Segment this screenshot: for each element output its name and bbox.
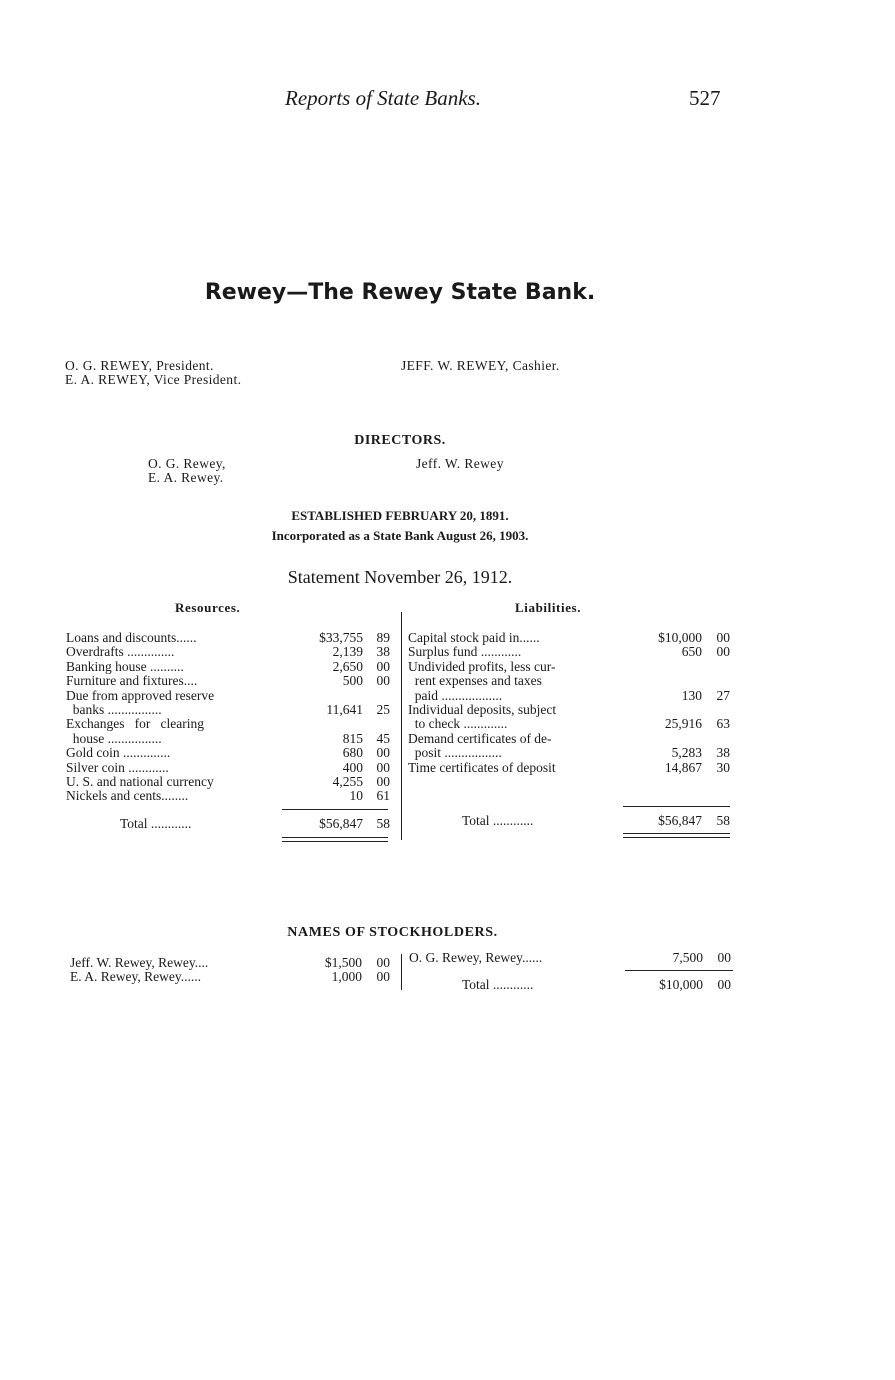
row-label: paid .................. [408, 687, 503, 703]
row-label: Demand certificates of de- [408, 730, 552, 746]
column-divider [401, 954, 402, 990]
row-cents: 38 [376, 644, 390, 660]
total-rule [625, 970, 733, 971]
total-label: Total ............ [462, 813, 534, 828]
row-label: Loans and discounts...... [66, 630, 197, 645]
table-row [66, 717, 396, 731]
row-dollars: 11,641 [326, 701, 363, 717]
director-name: Jeff. W. Rewey [416, 456, 504, 471]
row-cents: 27 [716, 687, 730, 703]
row-dollars: 2,139 [332, 644, 363, 660]
bank-title: Rewey—The Rewey State Bank. [204, 280, 596, 305]
resources-total-row [120, 817, 400, 831]
stockholder-dollars: 7,500 [672, 950, 703, 965]
table-row [408, 732, 738, 746]
established-date: ESTABLISHED FEBRUARY 20, 1891. [291, 508, 509, 523]
stockholders-heading: NAMES OF STOCKHOLDERS. [287, 925, 498, 940]
row-label: Gold coin .............. [66, 745, 171, 761]
running-title: Reports of State Banks. [285, 86, 481, 110]
table-row [408, 674, 738, 688]
table-row [408, 631, 738, 645]
director-name: E. A. Rewey. [148, 470, 224, 485]
officer-vice-president: E. A. REWEY, Vice President. [65, 372, 242, 387]
stockholder-name: Jeff. W. Rewey, Rewey.... [70, 955, 209, 970]
row-label: to check ............. [408, 716, 508, 732]
row-cents: 00 [376, 773, 390, 789]
row-label: Surplus fund ............ [408, 644, 522, 660]
total-dollars: $56,847 [319, 816, 363, 831]
total-cents: 58 [376, 816, 390, 831]
officer-cashier: JEFF. W. REWEY, Cashier. [401, 358, 560, 373]
row-dollars: 680 [342, 745, 363, 761]
row-dollars: 130 [681, 687, 702, 703]
table-row [408, 645, 738, 659]
row-label: posit ................. [408, 745, 502, 761]
table-row [66, 761, 396, 775]
row-dollars: 4,255 [332, 773, 363, 789]
row-label: banks ................ [66, 701, 162, 717]
row-cents: 25 [376, 701, 390, 717]
row-dollars: 10 [349, 788, 363, 804]
table-row [66, 631, 396, 645]
total-cents: 00 [717, 977, 731, 992]
total-double-rule [282, 837, 388, 838]
row-cents: 00 [716, 644, 730, 660]
total-double-rule [623, 837, 730, 838]
row-dollars: $10,000 [658, 630, 702, 645]
row-label: Exchanges for clearing [66, 716, 204, 732]
total-cents: 58 [716, 813, 730, 828]
row-cents: 45 [376, 730, 390, 746]
row-label: rent expenses and taxes [408, 673, 542, 689]
liabilities-total-row [462, 814, 742, 828]
total-dollars: $56,847 [658, 813, 702, 828]
stockholder-cents: 00 [376, 969, 390, 984]
table-row [408, 689, 738, 703]
row-dollars: $33,755 [319, 630, 363, 645]
row-dollars: 25,916 [664, 716, 702, 732]
stockholders-total-row [462, 978, 742, 992]
statement-title: Statement November 26, 1912. [287, 567, 513, 587]
table-row [66, 703, 396, 717]
total-double-rule [623, 833, 730, 834]
row-cents: 00 [376, 745, 390, 761]
row-label: house ................ [66, 730, 162, 746]
row-dollars: 2,650 [332, 658, 363, 674]
liabilities-heading: Liabilities. [515, 600, 582, 615]
row-cents: 61 [376, 788, 390, 804]
row-dollars: 5,283 [671, 745, 702, 761]
row-label: Furniture and fixtures.... [66, 673, 198, 689]
table-row [408, 660, 738, 674]
total-dollars: $10,000 [659, 977, 703, 992]
stockholder-row [70, 970, 400, 984]
stockholder-dollars: $1,500 [324, 955, 362, 970]
row-label: Time certificates of deposit [408, 759, 556, 775]
table-row [66, 674, 396, 688]
page-number: 527 [689, 86, 721, 110]
incorporated-date: Incorporated as a State Bank August 26, 1903. [271, 528, 529, 543]
total-double-rule [282, 841, 388, 842]
row-label: Undivided profits, less cur- [408, 658, 556, 674]
total-rule [282, 809, 388, 810]
stockholder-name: O. G. Rewey, Rewey...... [409, 950, 543, 965]
table-row [66, 689, 396, 703]
row-label: Due from approved reserve [66, 687, 215, 703]
total-label: Total ............ [462, 977, 534, 992]
row-cents: 30 [716, 759, 730, 775]
row-dollars: 815 [342, 730, 363, 746]
resources-heading: Resources. [175, 600, 241, 615]
table-row [66, 746, 396, 760]
row-label: Nickels and cents........ [66, 788, 189, 804]
stockholder-dollars: 1,000 [331, 969, 362, 984]
stockholder-cents: 00 [376, 955, 390, 970]
row-dollars: 400 [342, 759, 363, 775]
table-row [66, 660, 396, 674]
row-cents: 89 [376, 630, 390, 645]
column-divider [401, 612, 402, 840]
stockholder-cents: 00 [717, 950, 731, 965]
total-label: Total ............ [120, 816, 192, 831]
row-cents: 63 [716, 716, 730, 732]
directors-heading: DIRECTORS. [354, 433, 446, 448]
row-dollars: 650 [681, 644, 702, 660]
stockholder-name: E. A. Rewey, Rewey...... [70, 969, 201, 984]
table-row [66, 732, 396, 746]
officer-president: O. G. REWEY, President. [65, 358, 214, 373]
total-rule [623, 806, 730, 807]
row-label: Capital stock paid in...... [408, 630, 540, 645]
resources-table [66, 631, 396, 804]
table-row [408, 746, 738, 760]
row-cents: 00 [376, 759, 390, 775]
row-label: U. S. and national currency [66, 773, 214, 789]
table-row [66, 775, 396, 789]
table-row [408, 761, 738, 775]
row-cents: 00 [716, 630, 730, 645]
row-cents: 38 [716, 745, 730, 761]
table-row [66, 789, 396, 803]
table-row [408, 703, 738, 717]
row-label: Silver coin ............ [66, 759, 169, 775]
row-dollars: 14,867 [664, 759, 702, 775]
table-row [66, 645, 396, 659]
row-label: Overdrafts .............. [66, 644, 175, 660]
stockholder-row [409, 951, 739, 965]
liabilities-table [408, 631, 738, 775]
row-cents: 00 [376, 658, 390, 674]
row-label: Banking house .......... [66, 658, 184, 674]
row-label: Individual deposits, subject [408, 701, 557, 717]
row-dollars: 500 [342, 673, 363, 689]
table-row [408, 717, 738, 731]
row-cents: 00 [376, 673, 390, 689]
director-name: O. G. Rewey, [148, 456, 226, 471]
